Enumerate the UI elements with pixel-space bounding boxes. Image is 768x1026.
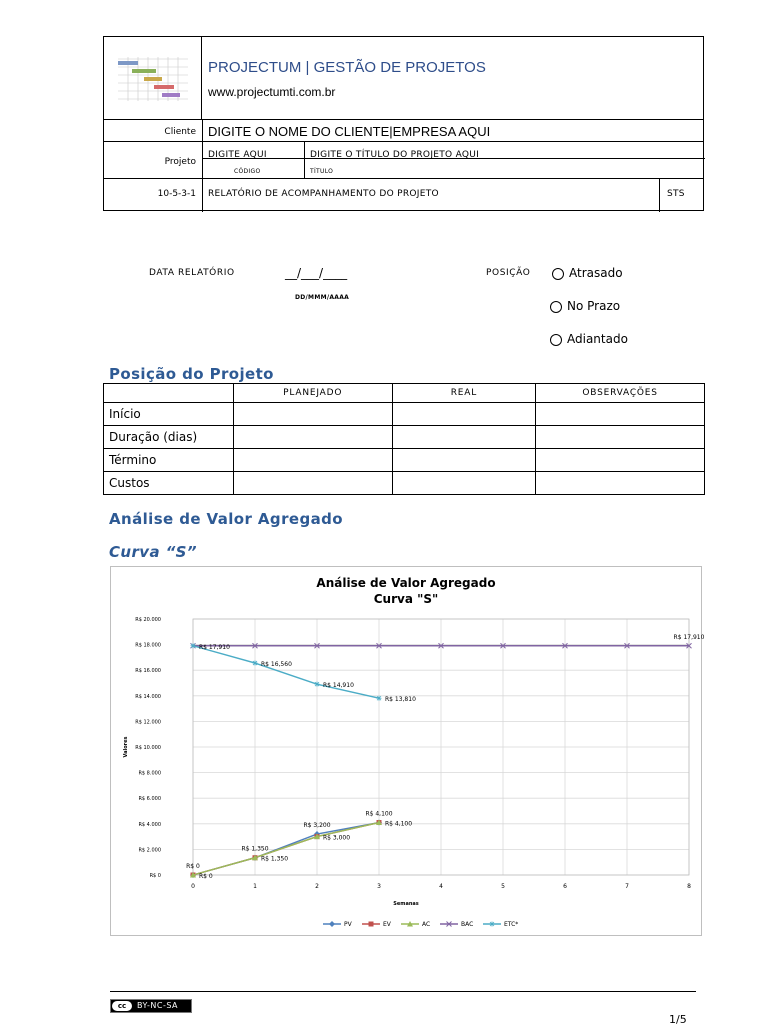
data-label: R$ 17,910	[673, 633, 705, 641]
table-row	[104, 449, 705, 472]
row-label: Duração (dias)	[104, 426, 234, 449]
company-website[interactable]: www.projectumti.com.br	[208, 85, 336, 99]
chart-title: Análise de Valor Agregado	[316, 576, 496, 590]
position-label: POSIÇÃO	[486, 268, 531, 278]
y-tick-label: R$ 0	[149, 873, 161, 879]
y-axis-label: Valores	[123, 736, 129, 758]
data-label: R$ 1,350	[261, 855, 289, 863]
x-tick-label: 0	[191, 883, 195, 890]
series-line-ac	[193, 823, 379, 875]
data-label: R$ 3,200	[303, 822, 331, 830]
table-cell[interactable]	[536, 403, 705, 426]
option-label: No Prazo	[567, 299, 621, 313]
data-point	[315, 682, 320, 687]
cc-license-badge[interactable]	[110, 999, 192, 1013]
radio-atrasado[interactable]	[552, 268, 564, 280]
legend-label: ETC*	[504, 921, 519, 928]
table-header-row	[104, 384, 705, 403]
option-label: Atrasado	[569, 266, 623, 280]
table-cell[interactable]	[233, 426, 392, 449]
table-cell[interactable]	[233, 472, 392, 495]
document-header	[103, 36, 704, 211]
data-label: R$ 16,560	[261, 661, 292, 669]
table-cell[interactable]	[392, 472, 536, 495]
project-status-table	[103, 383, 705, 495]
y-tick-label: R$ 12.000	[135, 719, 161, 726]
table-row	[104, 426, 705, 449]
column-header	[104, 384, 234, 403]
y-tick-label: R$ 18.000	[135, 642, 161, 649]
data-label: R$ 13,810	[385, 696, 416, 704]
legend-label: BAC	[461, 921, 474, 928]
y-tick-label: R$ 20.000	[135, 617, 161, 623]
y-tick-label: R$ 14.000	[135, 693, 161, 700]
report-date-field[interactable]: __/___/____	[285, 266, 348, 280]
code-caption: CÓDIGO	[234, 168, 261, 175]
data-label: R$ 1,350	[241, 845, 269, 853]
document-status: STS	[667, 189, 685, 199]
title-caption: TÍTULO	[310, 168, 334, 175]
s-curve-chart	[110, 566, 705, 936]
option-label: Adiantado	[567, 332, 628, 346]
table-cell[interactable]	[536, 449, 705, 472]
company-name: PROJECTUM | GESTÃO DE PROJETOS	[208, 59, 486, 76]
row-label: Término	[104, 449, 234, 472]
y-tick-label: R$ 2.000	[138, 847, 161, 854]
table-row	[104, 472, 705, 495]
data-point	[369, 922, 374, 927]
cc-icon: cc	[112, 1001, 132, 1011]
document-title: RELATÓRIO DE ACOMPANHAMENTO DO PROJETO	[208, 189, 439, 199]
data-label: R$ 3,000	[323, 834, 351, 842]
data-label: R$ 4,100	[385, 820, 413, 828]
table-cell[interactable]	[392, 403, 536, 426]
section-subheading-s-curve: Curva “S”	[109, 543, 197, 561]
data-label: R$ 17,910	[199, 643, 230, 651]
x-tick-label: 1	[253, 883, 257, 890]
table-cell[interactable]	[536, 426, 705, 449]
column-header: REAL	[392, 384, 536, 403]
y-tick-label: R$ 8.000	[138, 770, 161, 777]
x-axis-label: Semanas	[393, 901, 419, 907]
column-header: OBSERVAÇÕES	[536, 384, 705, 403]
radio-adiantado[interactable]	[550, 334, 562, 346]
project-label: Projeto	[164, 157, 196, 167]
x-tick-label: 4	[439, 883, 443, 890]
legend-label: EV	[383, 921, 391, 928]
row-label: Custos	[104, 472, 234, 495]
footer-rule	[110, 991, 696, 992]
table-cell[interactable]	[392, 426, 536, 449]
client-label: Cliente	[164, 127, 196, 137]
x-tick-label: 7	[625, 883, 629, 890]
x-tick-label: 8	[687, 883, 691, 890]
x-tick-label: 5	[501, 883, 505, 890]
table-cell[interactable]	[233, 449, 392, 472]
document-code: 10-5-3-1	[157, 189, 196, 199]
data-label: R$ 0	[186, 863, 200, 870]
data-point	[377, 696, 382, 701]
license-label: BY-NC-SA	[137, 1001, 179, 1010]
report-date-format: DD/MMM/AAAA	[295, 294, 350, 301]
project-title-field[interactable]: DIGITE O TÍTULO DO PROJETO AQUI	[310, 150, 480, 160]
series-line-etc	[193, 643, 379, 698]
x-tick-label: 2	[315, 883, 319, 890]
section-heading-eva: Análise de Valor Agregado	[109, 510, 343, 528]
y-tick-label: R$ 4.000	[138, 821, 161, 828]
data-label: R$ 4,100	[365, 810, 393, 818]
y-tick-label: R$ 6.000	[138, 796, 161, 803]
table-row	[104, 403, 705, 426]
y-tick-label: R$ 10.000	[135, 745, 161, 751]
chart-subtitle: Curva "S"	[373, 592, 439, 606]
x-tick-label: 3	[377, 883, 381, 890]
project-code-field[interactable]: DIGITE AQUI	[208, 150, 267, 160]
table-cell[interactable]	[536, 472, 705, 495]
data-point	[253, 661, 258, 666]
data-label: R$ 14,910	[323, 682, 354, 690]
data-label: R$ 0	[199, 873, 213, 880]
data-point	[490, 922, 495, 927]
radio-no-prazo[interactable]	[550, 301, 562, 313]
chart-svg	[111, 567, 705, 935]
row-label: Início	[104, 403, 234, 426]
section-heading-position: Posição do Projeto	[109, 365, 274, 383]
company-logo	[104, 37, 202, 119]
data-point	[191, 643, 196, 648]
y-tick-label: R$ 16.000	[135, 668, 161, 675]
table-cell[interactable]	[392, 449, 536, 472]
client-field[interactable]: DIGITE O NOME DO CLIENTE|EMPRESA AQUI	[208, 124, 491, 139]
page-number: 1/5	[669, 1013, 687, 1026]
data-point	[329, 921, 335, 927]
column-header: PLANEJADO	[233, 384, 392, 403]
table-cell[interactable]	[233, 403, 392, 426]
legend-label: PV	[344, 921, 352, 928]
x-tick-label: 6	[563, 883, 567, 890]
report-date-label: DATA RELATÓRIO	[149, 268, 235, 278]
legend-label: AC	[422, 921, 431, 928]
